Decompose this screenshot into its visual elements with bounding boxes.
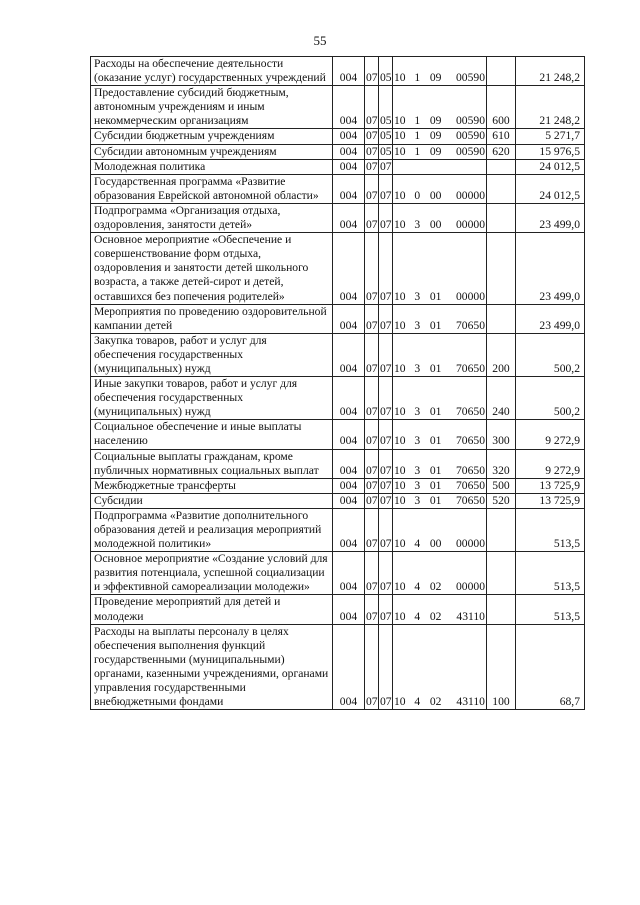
row-csr (393, 377, 487, 420)
csr-subprogram: 4 (414, 695, 421, 709)
row-razdel: 07 (365, 624, 379, 710)
row-razdel: 07 (366, 478, 378, 492)
row-podrazdel: 07 (379, 449, 393, 478)
row-name: Проведение мероприятий для детей и молодежи (91, 595, 333, 624)
csr-direction: 70650 (456, 361, 485, 375)
row-sum: 513,5 (516, 508, 585, 551)
row-razdel: 07 (365, 449, 379, 478)
csr-program: 10 (394, 71, 406, 85)
csr-program: 10 (394, 129, 406, 143)
row-razdel: 07 (365, 508, 379, 551)
row-grbs: 004 (333, 333, 365, 376)
row-vid-rashodov: 200 (487, 333, 516, 376)
row-name: Субсидии автономным учреждениям (91, 144, 333, 159)
row-podrazdel: 05 (380, 144, 392, 158)
row-razdel: 07 (365, 333, 379, 376)
row-name: Молодежная политика (91, 159, 333, 174)
csr-event: 02 (429, 580, 442, 594)
row-csr (393, 449, 487, 478)
row-name: Субсидии (91, 493, 333, 508)
row-csr (393, 478, 487, 493)
row-sum: 500,2 (516, 333, 585, 376)
row-vid-rashodov: 240 (487, 377, 516, 420)
row-csr (393, 159, 487, 174)
csr-direction: 43110 (456, 695, 485, 709)
row-sum: 513,5 (516, 552, 585, 595)
csr-event: 01 (429, 463, 442, 477)
csr-event: 09 (429, 129, 442, 143)
csr-direction: 00590 (456, 71, 485, 85)
row-name: Предоставление субсидий бюджетным, автономным учреждениям и иным некоммерческим организациям (91, 86, 333, 129)
row-vid-rashodov: 520 (487, 493, 516, 508)
row-sum: 513,5 (516, 595, 585, 624)
row-name: Основное мероприятие «Обеспечение и совершенствование форм отдыха, оздоровления и занятости детей школьного возраста, а также детей-сирот и детей, оставшихся без попечения родителей» (91, 233, 333, 304)
row-razdel: 07 (366, 129, 378, 143)
csr-event: 09 (429, 71, 442, 85)
csr-subprogram: 4 (414, 609, 421, 623)
row-grbs: 004 (333, 86, 365, 129)
row-sum: 23 499,0 (516, 203, 585, 232)
row-razdel: 07 (365, 304, 379, 333)
row-podrazdel: 07 (379, 174, 393, 203)
row-sum: 21 248,2 (516, 86, 585, 129)
table-row (91, 233, 585, 304)
csr-direction: 00000 (456, 188, 485, 202)
csr-subprogram: 1 (414, 144, 421, 158)
row-name: Социальное обеспечение и иные выплаты населению (91, 420, 333, 449)
row-podrazdel: 07 (380, 478, 392, 492)
csr-program: 10 (394, 493, 406, 507)
table-row (91, 129, 585, 144)
row-name: Мероприятия по проведению оздоровительной кампании детей (91, 304, 333, 333)
table-row (91, 508, 585, 551)
csr-program: 10 (394, 405, 406, 419)
csr-subprogram: 3 (414, 361, 421, 375)
row-csr (393, 86, 487, 129)
row-csr (393, 129, 487, 144)
row-sum: 9 272,9 (516, 420, 585, 449)
row-razdel: 07 (365, 233, 379, 304)
table-row (91, 159, 585, 174)
row-podrazdel: 07 (379, 377, 393, 420)
csr-program: 10 (394, 537, 406, 551)
csr-direction: 00000 (456, 537, 485, 551)
row-csr (393, 420, 487, 449)
csr-program: 10 (394, 218, 406, 232)
row-vid-rashodov: 100 (487, 624, 516, 710)
csr-event: 01 (429, 289, 442, 303)
row-sum: 15 976,5 (516, 144, 585, 159)
row-vid-rashodov: 320 (487, 449, 516, 478)
csr-subprogram: 0 (414, 188, 421, 202)
row-razdel: 07 (366, 144, 378, 158)
csr-event: 01 (429, 493, 442, 507)
csr-program: 10 (394, 361, 406, 375)
row-name: Государственная программа «Развитие образования Еврейской автономной области» (91, 174, 333, 203)
csr-subprogram: 1 (414, 71, 421, 85)
table-row (91, 57, 585, 86)
row-csr (393, 57, 487, 86)
row-grbs: 004 (333, 144, 365, 159)
csr-direction: 70650 (456, 405, 485, 419)
csr-subprogram: 4 (414, 537, 421, 551)
row-podrazdel: 07 (379, 233, 393, 304)
row-podrazdel: 05 (379, 57, 393, 86)
row-grbs: 004 (333, 449, 365, 478)
row-vid-rashodov: 610 (487, 129, 516, 144)
row-grbs: 004 (333, 57, 365, 86)
table-row (91, 304, 585, 333)
row-vid-rashodov (487, 304, 516, 333)
row-grbs: 004 (333, 233, 365, 304)
row-razdel: 07 (365, 595, 379, 624)
csr-subprogram: 3 (414, 434, 421, 448)
row-grbs: 004 (333, 304, 365, 333)
table-row (91, 449, 585, 478)
row-vid-rashodov (487, 595, 516, 624)
csr-event: 00 (429, 218, 442, 232)
row-sum: 9 272,9 (516, 449, 585, 478)
csr-event: 09 (429, 114, 442, 128)
row-vid-rashodov (487, 159, 516, 174)
row-razdel: 07 (365, 203, 379, 232)
row-csr (393, 508, 487, 551)
row-grbs: 004 (333, 493, 365, 508)
row-vid-rashodov (487, 203, 516, 232)
page-number: 55 (313, 33, 327, 48)
row-name: Расходы на выплаты персоналу в целях обеспечения выполнения функций государственными (муниципальными) органами, казенными учреждениями, органами управления государственными внебюджетными фондами (91, 624, 333, 710)
csr-direction: 00000 (456, 289, 485, 303)
row-podrazdel: 07 (379, 333, 393, 376)
csr-event: 01 (429, 478, 442, 492)
csr-subprogram: 3 (414, 463, 421, 477)
csr-direction: 00590 (456, 114, 485, 128)
row-razdel: 07 (365, 552, 379, 595)
csr-program: 10 (394, 478, 406, 492)
row-csr (393, 333, 487, 376)
table-row (91, 203, 585, 232)
csr-direction: 00000 (456, 218, 485, 232)
csr-subprogram: 1 (414, 129, 421, 143)
csr-event: 00 (429, 537, 442, 551)
budget-table (90, 56, 585, 710)
row-sum: 23 499,0 (516, 304, 585, 333)
csr-direction: 00590 (456, 129, 485, 143)
row-csr (393, 595, 487, 624)
csr-subprogram: 3 (414, 318, 421, 332)
row-name: Социальные выплаты гражданам, кроме публичных нормативных социальных выплат (91, 449, 333, 478)
row-name: Основное мероприятие «Создание условий для развития потенциала, успешной социализации и эффективной самореализации молодежи» (91, 552, 333, 595)
row-podrazdel: 05 (379, 86, 393, 129)
row-razdel: 07 (365, 86, 379, 129)
csr-program: 10 (394, 144, 406, 158)
row-vid-rashodov: 600 (487, 86, 516, 129)
row-csr (393, 552, 487, 595)
csr-event: 02 (429, 695, 442, 709)
row-vid-rashodov (487, 57, 516, 86)
table-row (91, 493, 585, 508)
table-row (91, 552, 585, 595)
row-sum: 68,7 (516, 624, 585, 710)
row-podrazdel: 07 (379, 203, 393, 232)
row-podrazdel: 07 (380, 493, 392, 507)
table-row (91, 377, 585, 420)
row-name: Подпрограмма «Развитие дополнительного образования детей и реализация мероприятий молодежной политики» (91, 508, 333, 551)
row-podrazdel: 07 (379, 624, 393, 710)
csr-subprogram: 4 (414, 580, 421, 594)
table-row (91, 420, 585, 449)
row-grbs: 004 (333, 203, 365, 232)
csr-subprogram: 3 (414, 218, 421, 232)
row-grbs: 004 (333, 552, 365, 595)
row-vid-rashodov: 620 (487, 144, 516, 159)
row-razdel: 07 (366, 493, 378, 507)
csr-event: 01 (429, 318, 442, 332)
row-grbs: 004 (333, 624, 365, 710)
csr-direction: 70650 (456, 493, 485, 507)
row-sum: 5 271,7 (516, 129, 585, 144)
row-sum: 24 012,5 (516, 159, 585, 174)
row-name: Иные закупки товаров, работ и услуг для обеспечения государственных (муниципальных) нужд (91, 377, 333, 420)
row-razdel: 07 (365, 377, 379, 420)
row-vid-rashodov (487, 508, 516, 551)
csr-subprogram: 3 (414, 289, 421, 303)
row-podrazdel: 07 (379, 508, 393, 551)
row-podrazdel: 07 (379, 304, 393, 333)
row-vid-rashodov: 500 (487, 478, 516, 493)
row-grbs: 004 (333, 508, 365, 551)
row-csr (393, 493, 487, 508)
table-row (91, 86, 585, 129)
csr-subprogram: 1 (414, 114, 421, 128)
row-razdel: 07 (365, 57, 379, 86)
row-grbs: 004 (333, 595, 365, 624)
row-podrazdel: 07 (379, 595, 393, 624)
row-podrazdel: 07 (379, 420, 393, 449)
csr-event: 01 (429, 361, 442, 375)
csr-subprogram: 3 (414, 493, 421, 507)
csr-direction: 70650 (456, 434, 485, 448)
csr-event: 01 (429, 434, 442, 448)
row-csr (393, 203, 487, 232)
row-podrazdel: 07 (380, 159, 392, 173)
row-name: Субсидии бюджетным учреждениям (91, 129, 333, 144)
row-sum: 21 248,2 (516, 57, 585, 86)
row-razdel: 07 (365, 174, 379, 203)
csr-direction: 00000 (456, 580, 485, 594)
csr-direction: 70650 (456, 318, 485, 332)
row-vid-rashodov (487, 174, 516, 203)
row-sum: 13 725,9 (516, 478, 585, 493)
csr-program: 10 (394, 114, 406, 128)
table-row (91, 144, 585, 159)
csr-event: 01 (429, 405, 442, 419)
csr-subprogram: 3 (414, 478, 421, 492)
row-csr (393, 304, 487, 333)
row-vid-rashodov: 300 (487, 420, 516, 449)
row-csr (393, 233, 487, 304)
csr-program: 10 (394, 318, 406, 332)
row-grbs: 004 (333, 478, 365, 493)
row-csr (393, 144, 487, 159)
row-csr (393, 624, 487, 710)
table-row (91, 595, 585, 624)
row-sum: 24 012,5 (516, 174, 585, 203)
csr-direction: 43110 (456, 609, 485, 623)
row-name: Закупка товаров, работ и услуг для обеспечения государственных (муниципальных) нужд (91, 333, 333, 376)
row-grbs: 004 (333, 129, 365, 144)
table-row (91, 624, 585, 710)
row-name: Межбюджетные трансферты (91, 478, 333, 493)
csr-event: 02 (429, 609, 442, 623)
row-vid-rashodov (487, 233, 516, 304)
row-grbs: 004 (333, 420, 365, 449)
table-row (91, 333, 585, 376)
row-sum: 13 725,9 (516, 493, 585, 508)
row-grbs: 004 (333, 159, 365, 174)
row-grbs: 004 (333, 174, 365, 203)
csr-event: 00 (429, 188, 442, 202)
row-grbs: 004 (333, 377, 365, 420)
csr-program: 10 (394, 580, 406, 594)
csr-program: 10 (394, 434, 406, 448)
row-podrazdel: 07 (379, 552, 393, 595)
row-vid-rashodov (487, 552, 516, 595)
table-row (91, 174, 585, 203)
row-podrazdel: 05 (380, 129, 392, 143)
csr-direction: 70650 (456, 463, 485, 477)
csr-program: 10 (394, 695, 406, 709)
csr-program: 10 (394, 609, 406, 623)
csr-direction: 00590 (456, 144, 485, 158)
table-row (91, 478, 585, 493)
row-sum: 23 499,0 (516, 233, 585, 304)
row-sum: 500,2 (516, 377, 585, 420)
csr-event: 09 (429, 144, 442, 158)
row-name: Подпрограмма «Организация отдыха, оздоровления, занятости детей» (91, 203, 333, 232)
csr-program: 10 (394, 463, 406, 477)
csr-program: 10 (394, 188, 406, 202)
row-razdel: 07 (366, 159, 378, 173)
table-body (91, 57, 585, 710)
row-csr (393, 174, 487, 203)
csr-subprogram: 3 (414, 405, 421, 419)
csr-direction: 70650 (456, 478, 485, 492)
row-razdel: 07 (365, 420, 379, 449)
row-name: Расходы на обеспечение деятельности (оказание услуг) государственных учреждений (91, 57, 333, 86)
csr-program: 10 (394, 289, 406, 303)
